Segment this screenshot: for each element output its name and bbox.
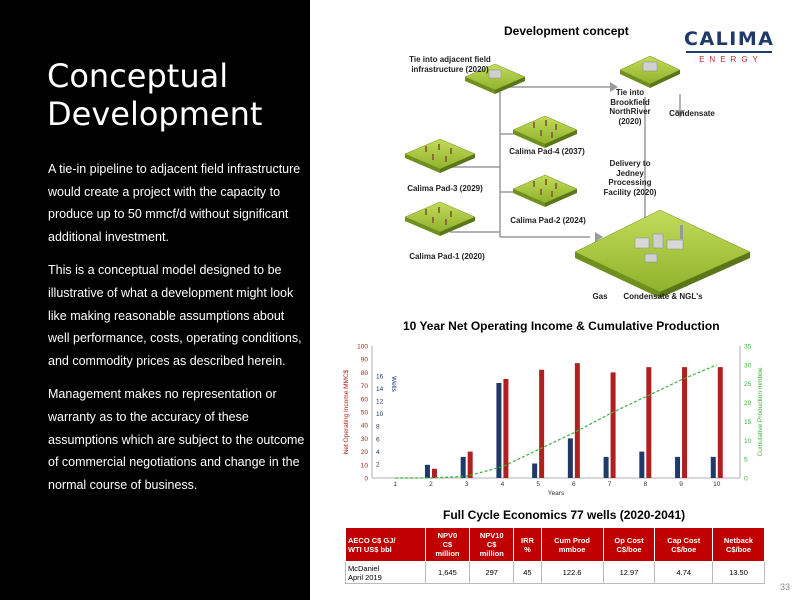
economics-header-row: [346, 528, 765, 562]
header-cum-prod: Cum Prod mmboe: [541, 528, 603, 562]
cell-op-cost: 12.97: [603, 562, 655, 584]
diagram-title: Development concept: [504, 24, 629, 38]
diagram-graphic: [395, 42, 785, 312]
header-npv0: NPV0 C$ million: [425, 528, 469, 562]
label-tie-adjacent: Tie into adjacent field infrastructure (2020): [409, 55, 491, 74]
tile-pad-4: [513, 116, 577, 148]
label-condensate: Condensate: [669, 109, 715, 118]
economics-title: Full Cycle Economics 77 wells (2020-2041): [443, 508, 686, 522]
left-tick-label: 50: [360, 409, 368, 417]
left-tick-label: 70: [360, 383, 368, 391]
left-tick-label: 90: [360, 356, 368, 364]
left-tick-label: 100: [357, 343, 368, 351]
bar-noi-4: [503, 379, 508, 478]
right-tick-label: 30: [744, 362, 752, 370]
left-tick-label: 40: [360, 422, 368, 430]
header-irr: IRR %: [514, 528, 541, 562]
wells-tick-label: 6: [376, 436, 380, 444]
y-axis-left-title: Net Operating Income MMC$: [343, 369, 350, 455]
x-tick-label-6: 6: [572, 481, 576, 488]
header-op-cost: Op Cost C$/boe: [603, 528, 655, 562]
cell-irr: 45: [514, 562, 541, 584]
bar-wells-8: [639, 452, 644, 478]
left-tick-label: 10: [360, 462, 368, 470]
right-tick-label: 10: [744, 437, 752, 445]
label-condensate-ngl: Condensate & NGL's: [623, 292, 703, 301]
right-tick-label: 0: [744, 475, 748, 483]
x-tick-label-9: 9: [679, 481, 683, 488]
label-pad-1: Calima Pad-1 (2020): [409, 252, 485, 261]
noi-production-chart: [338, 338, 778, 500]
header-price-basis: AECO C$ GJ/ WTI US$ bbl: [346, 528, 426, 562]
paragraph-1: A tie-in pipeline to adjacent field infrastructure would create a project with the capacity to produce up to 50 mmcf/d without significant additional investment.: [48, 162, 301, 244]
label-pad-3: Calima Pad-3 (2029): [407, 184, 483, 193]
chart-title: 10 Year Net Operating Income & Cumulative Production: [403, 319, 720, 333]
page-number: 33: [779, 582, 790, 592]
development-diagram: [395, 42, 785, 312]
right-tick-label: 15: [744, 418, 752, 426]
cell-npv10: 297: [470, 562, 514, 584]
paragraph-3: Management makes no representation or warranty as to the accuracy of these assumptions which are subject to the outcome of commercial negotiations and change in the normal course of business.: [48, 387, 305, 492]
bar-noi-7: [611, 372, 616, 478]
label-brookfield: Tie into Brookfield NorthRiver (2020): [609, 88, 651, 126]
left-panel: [0, 0, 310, 600]
wells-tick-label: 8: [376, 423, 380, 431]
label-pad-4: Calima Pad-4 (2037): [509, 147, 585, 156]
right-tick-label: 5: [744, 456, 748, 464]
slide-title: [47, 57, 297, 133]
bar-wells-6: [568, 438, 573, 478]
bar-wells-2: [425, 465, 430, 478]
bar-noi-5: [539, 370, 544, 478]
bar-wells-7: [604, 457, 609, 478]
label-gas: Gas: [592, 292, 608, 301]
chart-svg: [338, 338, 778, 500]
cell-npv0: 1,645: [425, 562, 469, 584]
wells-tick-label: 14: [376, 385, 384, 393]
header-npv10: NPV10 C$ million: [470, 528, 514, 562]
x-tick-label-2: 2: [429, 481, 433, 488]
bar-wells-3: [461, 457, 466, 478]
cell-cum-prod: 122.6: [541, 562, 603, 584]
left-tick-label: 20: [360, 449, 368, 457]
left-tick-label: 0: [364, 475, 368, 483]
right-tick-label: 20: [744, 400, 752, 408]
tile-brookfield: [620, 56, 680, 88]
tile-pad-1: [405, 202, 475, 236]
bar-noi-2: [432, 469, 437, 478]
header-netback: Netback C$/boe: [713, 528, 765, 562]
bar-noi-9: [682, 367, 687, 478]
tile-pad-2: [513, 175, 577, 207]
wells-tick-label: 12: [376, 398, 384, 406]
bar-noi-8: [646, 367, 651, 478]
bar-wells-9: [675, 457, 680, 478]
tile-jedney-facility: [575, 210, 750, 298]
cell-cap-cost: 4.74: [655, 562, 713, 584]
cell-netback: 13.50: [713, 562, 765, 584]
tile-pad-3: [405, 139, 475, 173]
x-tick-label-8: 8: [643, 481, 648, 488]
bar-noi-6: [575, 363, 580, 478]
left-tick-label: 60: [360, 396, 368, 404]
x-tick-label-7: 7: [607, 481, 612, 488]
bar-wells-4: [496, 383, 501, 478]
paragraph-2: This is a conceptual model designed to be illustrative of what a development might look like making reasonable assumptions about well performance, costs, operating conditions, and commodity prices as described herein.: [48, 263, 302, 368]
x-tick-label-10: 10: [713, 481, 721, 488]
header-cap-cost: Cap Cost C$/boe: [655, 528, 713, 562]
slide-title-line-1: Conceptual: [47, 57, 229, 95]
slide-body: [48, 158, 306, 507]
x-tick-label-3: 3: [464, 481, 469, 488]
wells-tick-label: 4: [376, 448, 380, 456]
bar-wells-10: [711, 457, 716, 478]
bar-noi-3: [468, 452, 473, 478]
y-axis-wells-title: Wells: [390, 376, 397, 392]
x-tick-label-4: 4: [500, 481, 505, 488]
logo-name: CALIMA: [684, 28, 775, 50]
x-axis-title: Years: [547, 490, 565, 497]
bar-wells-5: [532, 463, 537, 478]
wells-tick-label: 16: [376, 373, 384, 381]
table-row: [346, 562, 765, 584]
y-axis-right-title: Cumulative Production mmboe: [757, 367, 764, 457]
x-tick-label-1: 1: [393, 481, 398, 488]
left-tick-label: 80: [360, 369, 368, 377]
label-delivery-jedney: Delivery to Jedney Processing Facility (2020): [603, 159, 657, 197]
logo-tagline: ENERGY: [699, 55, 763, 64]
label-pad-2: Calima Pad-2 (2024): [510, 216, 586, 225]
bar-noi-10: [718, 367, 723, 478]
row-label: McDaniel April 2019: [346, 562, 426, 584]
economics-table: [345, 527, 765, 584]
x-tick-label-5: 5: [536, 481, 540, 488]
right-tick-label: 35: [744, 343, 752, 351]
wells-tick-label: 10: [376, 411, 384, 419]
cumulative-production-line: [395, 365, 717, 478]
left-tick-label: 30: [360, 435, 368, 443]
right-tick-label: 25: [744, 381, 752, 389]
slide-title-line-2: Development: [47, 95, 263, 133]
wells-tick-label: 2: [376, 461, 380, 469]
